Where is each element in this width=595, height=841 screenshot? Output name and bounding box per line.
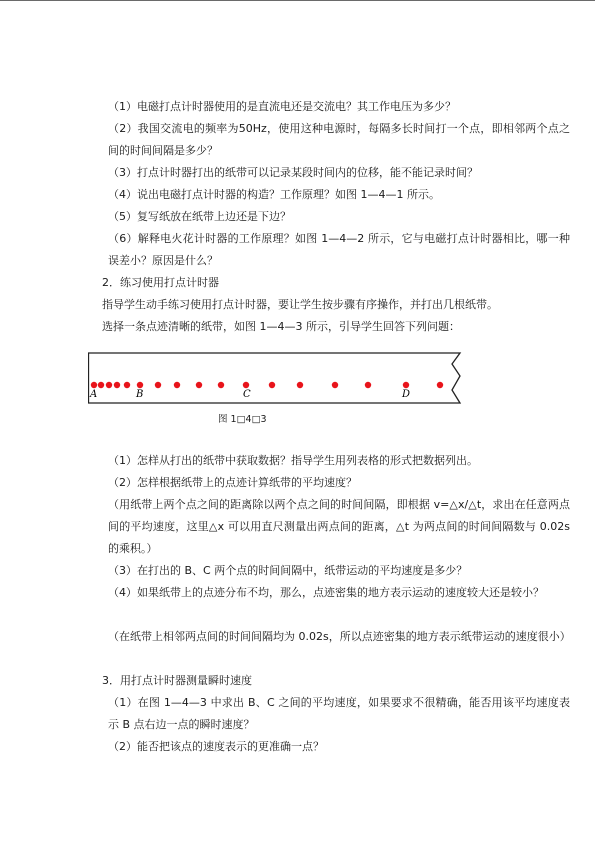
row-question-1: （1）怎样从打出的纸带中获取数据？指导学生用列表格的形式把数据列出。 <box>108 454 478 467</box>
row-question-4: （4）如果纸带上的点迹分布不均，那么，点迹密集的地方表示运动的速度较大还是较小？ <box>108 586 544 599</box>
tape-dot <box>403 382 409 388</box>
question-2: （2）我国交流电的频率为50Hz，使用这种电源时，每隔多长时间打一个点，即相邻两个点之间的时间间隔是多少？ <box>108 122 570 157</box>
speed-question-2: （2）能否把该点的速度表示的更准确一点？ <box>108 740 324 753</box>
tape-dot <box>137 382 143 388</box>
section-heading-3: 3．用打点计时器测量瞬时速度 <box>102 674 252 687</box>
tape-dot <box>124 382 130 388</box>
tape-label-b: B <box>136 389 144 400</box>
question-5: （5）复写纸放在纸带上边还是下边？ <box>108 210 291 223</box>
tape-dot <box>332 382 338 388</box>
tape-dot <box>155 382 161 388</box>
tape-label-a: A <box>90 389 98 400</box>
tape-dot <box>196 382 202 388</box>
section-heading-2: 2．练习使用打点计时器 <box>102 276 219 289</box>
speed-question-1: （1）在图 1—4—3 中求出 B、C 之间的平均速度，如果要求不很精确，能否用该平均速度表示 B 点右边一点的瞬时速度？ <box>108 696 570 731</box>
row-note-4: （在纸带上相邻两点间的时间间隔均为 0.02s，所以点迹密集的地方表示纸带运动的速度很小） <box>108 630 571 643</box>
tape-dot <box>437 382 443 388</box>
question-6: （6）解释电火花计时器的工作原理？如图 1—4—2 所示，它与电磁打点计时器相比，哪一种误差小？原因是什么？ <box>108 232 570 267</box>
tape-dot <box>106 382 112 388</box>
tape-label-d: D <box>402 389 411 400</box>
figure-caption: 图 1□4□3 <box>218 414 267 425</box>
tape-dot <box>297 382 303 388</box>
row-note-2: （用纸带上两个点之间的距离除以两个点之间的时间间隔，即根据 v=△x/△t，求出在任意两点间的平均速度，这里△x 可以用直尺测量出两点间的距离，△t 为两点间的时间间隔数与 0.02s 的乘积。） <box>108 498 570 555</box>
tape-dot <box>98 382 104 388</box>
tape-dot <box>269 382 275 388</box>
tape-dot <box>174 382 180 388</box>
page-top-rule <box>0 0 595 1</box>
guide-paragraph-2: 选择一条点迹清晰的纸带，如图 1—4—3 所示，引导学生回答下列问题： <box>102 320 460 333</box>
paper-tape-figure <box>88 352 462 404</box>
question-3: （3）打点计时器打出的纸带可以记录某段时间内的位移，能不能记录时间？ <box>108 166 478 179</box>
tape-dot <box>91 382 97 388</box>
tape-dot <box>218 382 224 388</box>
tape-dot <box>114 382 120 388</box>
row-question-3: （3）在打出的 B、C 两个点的时间间隔中，纸带运动的平均速度是多少？ <box>108 564 468 577</box>
question-1: （1）电磁打点计时器使用的是直流电还是交流电？其工作电压为多少？ <box>108 100 456 113</box>
tape-dot <box>243 382 249 388</box>
question-4: （4）说出电磁打点计时器的构造？工作原理？如图 1—4—1 所示。 <box>108 188 440 201</box>
row-question-2: （2）怎样根据纸带上的点迹计算纸带的平均速度？ <box>108 476 357 489</box>
tape-dot <box>365 382 371 388</box>
guide-paragraph-1: 指导学生动手练习使用打点计时器，要让学生按步骤有序操作，并打出几根纸带。 <box>102 298 498 311</box>
tape-label-c: C <box>243 389 251 400</box>
